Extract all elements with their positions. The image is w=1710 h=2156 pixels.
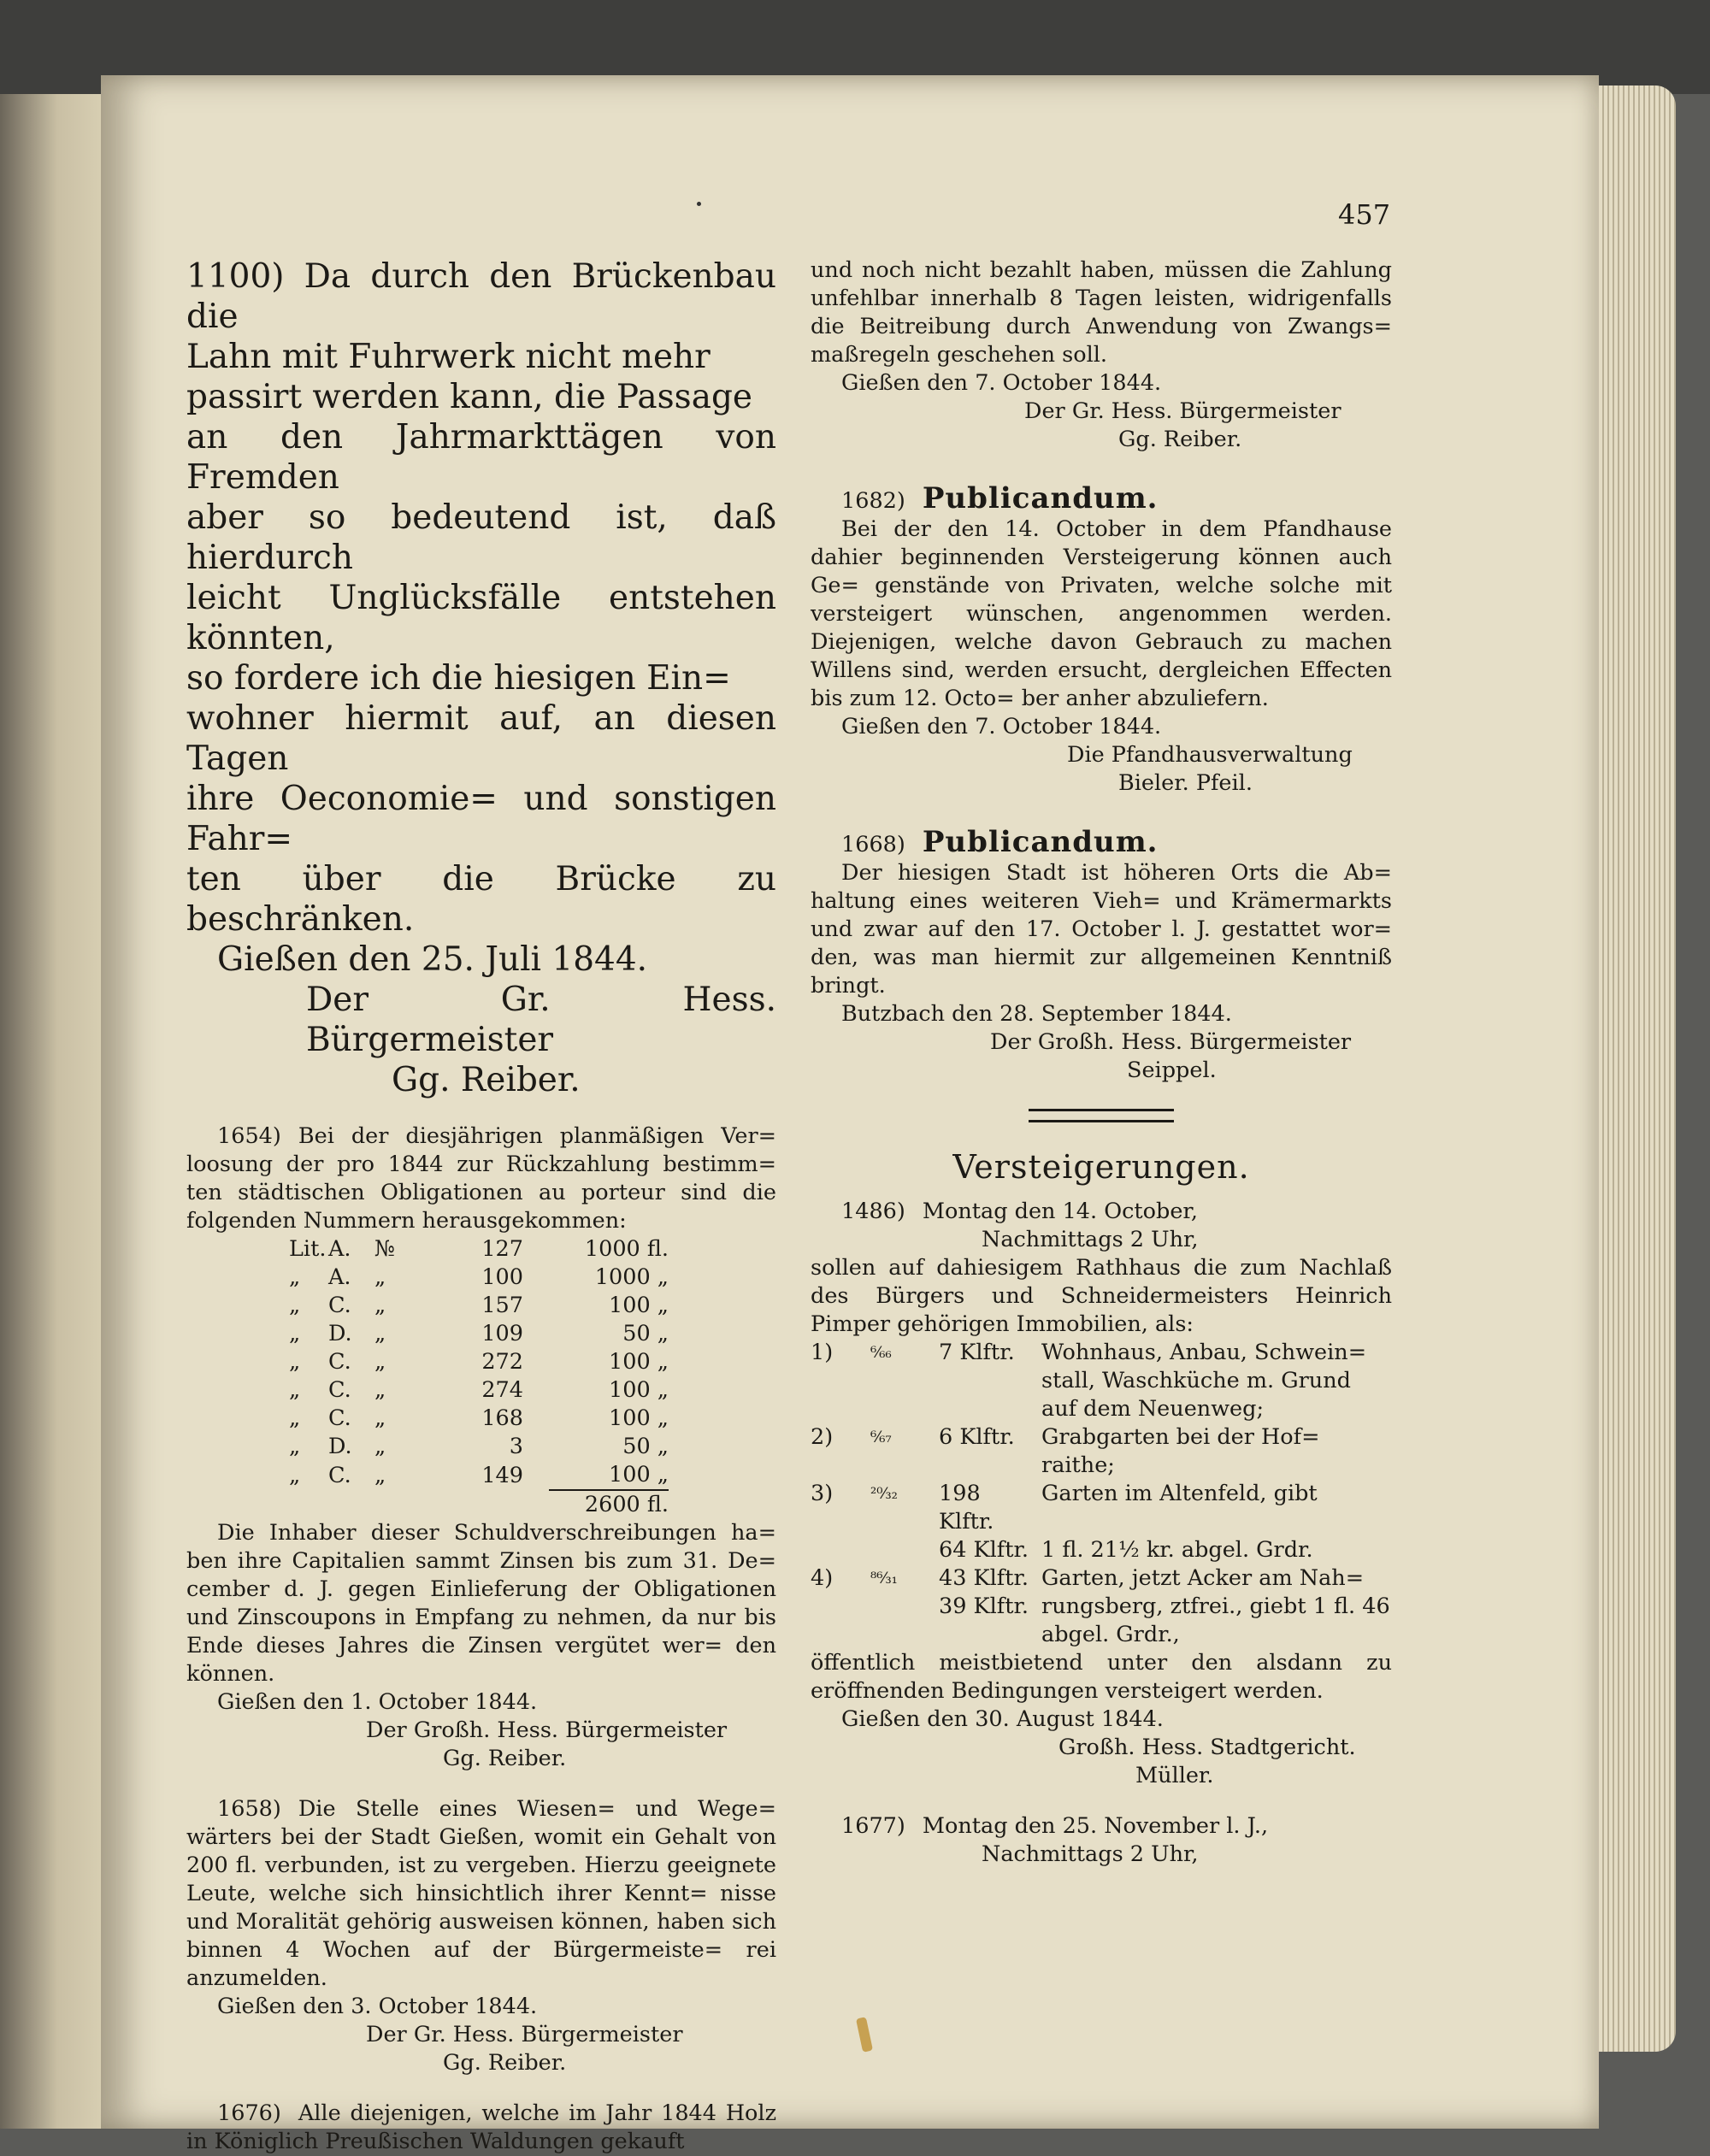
notice-heading: Publicandum. (922, 825, 1159, 859)
notice-text: Bei der diesjährigen planmäßigen Ver= loosung der pro 1844 zur Rückzahlung bestimm= ten städtischen Obligationen au porteur sind die folgenden Nummern herausgekommen: (186, 1123, 776, 1234)
notice-signature: Der Gr. Hess. Bürgermeister (306, 981, 776, 1059)
table-cell: 109 (481, 1321, 523, 1346)
table-cell: 272 (481, 1349, 523, 1375)
table-cell: C. (328, 1293, 351, 1318)
item-number (811, 1536, 870, 1564)
table-cell: „ (374, 1264, 386, 1290)
table-total-row (289, 1490, 669, 1519)
notice-1100-line: passirt werden kann, die Passage (186, 378, 752, 416)
list-item (811, 1423, 1392, 1480)
notice-1100-line: ten über die Brücke zu beschränken. (186, 860, 776, 939)
notice-text: Die Inhaber dieser Schuldverschreibungen ha= ben ihre Capitalien sammt Zinsen bis zum 31. De= cember d. J. gegen Einlieferung der Obligationen und Zinscoupons in Empfang zu nehmen, da nur bis Ende dieses Jahres die Zinsen vergütet wer= den können. (186, 1520, 776, 1687)
notice-signature-name: Bieler. Pfeil. (1118, 770, 1253, 796)
notice-signature-name: Gg. Reiber. (1118, 427, 1242, 452)
table-cell: 100 (481, 1264, 523, 1290)
table-cell: „ (289, 1434, 301, 1459)
table-cell: „ (374, 1405, 386, 1431)
table-cell: 50 „ (622, 1434, 669, 1459)
table-cell: „ (374, 1349, 386, 1375)
list-item (811, 1480, 1392, 1536)
table-cell: 1000 fl. (584, 1236, 669, 1262)
item-size: 198 Klftr. (939, 1481, 994, 1535)
table-cell: 100 „ (609, 1293, 669, 1318)
notice-1676-continued (811, 256, 1392, 454)
table-row (289, 1348, 669, 1376)
left-page-edge (0, 94, 104, 2129)
notice-signature: Großh. Hess. Stadtgericht. (1058, 1735, 1356, 1760)
notice-date: Gießen den 1. October 1844. (217, 1689, 538, 1715)
section-divider (1029, 1109, 1174, 1122)
table-row (289, 1376, 669, 1405)
notice-number: 1676) (217, 2100, 281, 2126)
right-column (811, 256, 1392, 1869)
item-description: Garten im Altenfeld, gibt (1041, 1481, 1318, 1506)
list-item (811, 1593, 1392, 1649)
notice-text: Der hiesigen Stadt ist höheren Orts die Ab= haltung eines weiteren Vieh= und Krämermarkts und zwar auf den 17. October l. J. gestattet wor= den, was man hiermit zur allgemeinen Kenntniß bringt. (811, 860, 1392, 998)
ink-dot (697, 202, 701, 206)
notice-date: Gießen den 30. August 1844. (841, 1706, 1164, 1732)
notice-1676 (186, 2100, 776, 2156)
notice-text: öffentlich meistbietend unter den alsdann zu eröffnenden Bedingungen versteigert werden. (811, 1650, 1392, 1704)
table-cell: D. (328, 1434, 352, 1459)
item-number (811, 1593, 870, 1649)
notice-1677 (811, 1812, 1392, 1869)
notice-text: Bei der den 14. October in dem Pfandhause dahier beginnenden Versteigerung können auch Ge= genstände von Privaten, welche solche mit versteigert wünschen, angenommen werden. Diejenigen, welche davon Gebrauch zu machen Willens sind, werden ersucht, dergleichen Effecten bis zum 12. Octo= ber anher abzuliefern. (811, 516, 1392, 711)
notice-text: Nachmittags 2 Uhr, (982, 1841, 1199, 1867)
item-size: 43 Klftr. (939, 1565, 1029, 1591)
table-row (289, 1235, 669, 1264)
item-size: 39 Klftr. (939, 1593, 1029, 1619)
notice-signature-name: Müller. (1135, 1763, 1214, 1788)
table-row (289, 1264, 669, 1292)
notice-number: 1668) (841, 832, 905, 857)
table-cell: C. (328, 1349, 351, 1375)
table-row (289, 1433, 669, 1461)
notice-number: 1677) (841, 1813, 905, 1839)
item-number: 2) (811, 1424, 834, 1450)
table-cell: „ (289, 1321, 301, 1346)
table-cell: 1000 „ (594, 1264, 669, 1290)
notice-text: Alle diejenigen, welche im Jahr 1844 Holz in Königlich Preußischen Waldungen gekauft (186, 2100, 776, 2154)
item-plot-number: ⁸⁶⁄₃₁ (870, 1570, 898, 1588)
item-description: rungsberg, ztfrei., giebt 1 fl. 46 abgel. Grdr., (1041, 1593, 1390, 1647)
left-column (186, 256, 776, 2156)
notice-signature: Der Großh. Hess. Bürgermeister (366, 1717, 728, 1743)
notice-1100-line: ihre Oeconomie= und sonstigen Fahr= (186, 780, 776, 858)
notice-number: 1654) (217, 1123, 281, 1149)
item-description: Wohnhaus, Anbau, Schwein= stall, Waschküche m. Grund auf dem Neuenweg; (1041, 1340, 1367, 1422)
table-cell: C. (328, 1405, 351, 1431)
table-cell: „ (374, 1462, 386, 1488)
item-number: 1) (811, 1340, 834, 1365)
item-plot-number: ⁶⁄₆₇ (870, 1428, 892, 1446)
notice-1100-line: wohner hiermit auf, an diesen Tagen (186, 699, 776, 778)
table-row (289, 1461, 669, 1490)
notice-number: 1658) (217, 1796, 281, 1822)
notice-text: sollen auf dahiesigem Rathhaus die zum Nachlaß des Bürgers und Schneidermeisters Heinrich Pimper gehörigen Immobilien, als: (811, 1255, 1392, 1337)
notice-signature-name: Gg. Reiber. (443, 1746, 567, 1771)
notice-text: Montag den 14. October, (922, 1199, 1198, 1224)
notice-text: und noch nicht bezahlt haben, müssen die Zahlung unfehlbar innerhalb 8 Tagen leisten, widrigenfalls die Beitreibung durch Anwendung von Zwangs= maßregeln geschehen soll. (811, 257, 1392, 368)
notice-signature-name: Seippel. (1127, 1057, 1217, 1083)
table-cell: 100 „ (609, 1462, 669, 1487)
item-description: 1 fl. 21½ kr. abgel. Grdr. (1041, 1537, 1313, 1563)
notice-1668 (811, 825, 1392, 1085)
notice-1100-line: an den Jahrmarkttägen von Fremden (186, 418, 776, 497)
table-cell: „ (374, 1293, 386, 1318)
notice-date: Gießen den 7. October 1844. (841, 714, 1162, 739)
notice-text: Nachmittags 2 Uhr, (982, 1227, 1199, 1252)
notice-1100-line: 1100) Da durch den Brückenbau die (186, 257, 776, 336)
table-cell: „ (374, 1321, 386, 1346)
table-cell: Lit. (289, 1236, 327, 1262)
table-cell: 100 „ (609, 1405, 669, 1431)
table-cell: 168 (481, 1405, 523, 1431)
notice-signature: Die Pfandhausverwaltung (1067, 742, 1353, 768)
notice-date: Gießen den 25. Juli 1844. (217, 940, 648, 979)
lottery-table (289, 1235, 669, 1519)
notice-signature-name: Gg. Reiber. (443, 2050, 567, 2076)
notice-1100-line: leicht Unglücksfälle entstehen könnten, (186, 579, 776, 657)
table-total: 2600 fl. (549, 1490, 669, 1519)
item-size: 64 Klftr. (939, 1537, 1029, 1563)
table-cell: A. (328, 1236, 351, 1262)
table-row (289, 1405, 669, 1433)
table-cell: A. (328, 1264, 351, 1290)
list-item (811, 1564, 1392, 1593)
table-cell: № (374, 1236, 396, 1262)
table-cell: 127 (481, 1236, 523, 1262)
table-cell: C. (328, 1462, 351, 1488)
item-number: 3) (811, 1481, 834, 1506)
notice-date: Gießen den 3. October 1844. (217, 1994, 538, 2019)
table-cell: „ (374, 1377, 386, 1403)
notice-1486 (811, 1198, 1392, 1790)
table-cell: „ (289, 1293, 301, 1318)
notice-number: 1682) (841, 488, 905, 514)
table-cell: C. (328, 1377, 351, 1403)
notice-1100-line: aber so bedeutend ist, daß hierdurch (186, 498, 776, 577)
notice-date: Butzbach den 28. September 1844. (841, 1001, 1232, 1027)
item-plot-number (870, 1593, 939, 1649)
notice-text: Montag den 25. November l. J., (922, 1813, 1269, 1839)
table-row (289, 1292, 669, 1320)
notice-1654 (186, 1122, 776, 1773)
table-cell: „ (289, 1264, 301, 1290)
notice-date: Gießen den 7. October 1844. (841, 370, 1162, 396)
table-cell: „ (289, 1349, 301, 1375)
item-size: 7 Klftr. (939, 1340, 1015, 1365)
item-number: 4) (811, 1565, 834, 1591)
item-plot-number (870, 1536, 939, 1564)
item-size: 6 Klftr. (939, 1424, 1015, 1450)
notice-1658 (186, 1795, 776, 2077)
table-cell: 157 (481, 1293, 523, 1318)
notice-signature-name: Gg. Reiber. (392, 1061, 581, 1099)
notice-signature: Der Großh. Hess. Bürgermeister (990, 1029, 1352, 1055)
notice-1100-line: so fordere ich die hiesigen Ein= (186, 659, 731, 698)
table-cell: „ (289, 1405, 301, 1431)
item-plot-number: ⁶⁄₆₆ (870, 1344, 892, 1362)
item-plot-number: ²⁰⁄₃₂ (870, 1485, 898, 1503)
table-cell: 100 „ (609, 1349, 669, 1375)
notice-signature: Der Gr. Hess. Bürgermeister (1024, 398, 1341, 424)
notice-heading: Publicandum. (922, 481, 1159, 515)
table-cell: 50 „ (622, 1321, 669, 1346)
notice-number: 1486) (841, 1199, 905, 1224)
table-cell: „ (289, 1377, 301, 1403)
section-title: Versteigerungen. (952, 1148, 1250, 1186)
page-number: 457 (1338, 198, 1391, 231)
item-description: Garten, jetzt Acker am Nah= (1041, 1565, 1365, 1591)
notice-signature: Der Gr. Hess. Bürgermeister (366, 2022, 683, 2047)
table-cell: 149 (481, 1462, 523, 1488)
table-cell: 100 „ (609, 1377, 669, 1403)
item-description: Grabgarten bei der Hof= raithe; (1041, 1424, 1320, 1478)
table-cell: „ (289, 1462, 301, 1488)
notice-1100-line: Lahn mit Fuhrwerk nicht mehr (186, 338, 711, 376)
table-cell: „ (374, 1434, 386, 1459)
table-row (289, 1320, 669, 1348)
table-cell: D. (328, 1321, 352, 1346)
list-item (811, 1339, 1392, 1423)
table-cell: 3 (509, 1434, 523, 1459)
notice-1100 (186, 256, 776, 1100)
notice-1682 (811, 481, 1392, 798)
notice-text: Die Stelle eines Wiesen= und Wege= wärters bei der Stadt Gießen, womit ein Gehalt von 200 fl. verbunden, ist zu vergeben. Hierzu geeignete Leute, welche sich hinsichtlich ihrer Kennt= nisse und Moralität gehörig ausweisen können, haben sich binnen 4 Wochen auf der Bürgermeiste= rei anzumelden. (186, 1796, 776, 1991)
list-item (811, 1536, 1392, 1564)
table-cell: 274 (481, 1377, 523, 1403)
